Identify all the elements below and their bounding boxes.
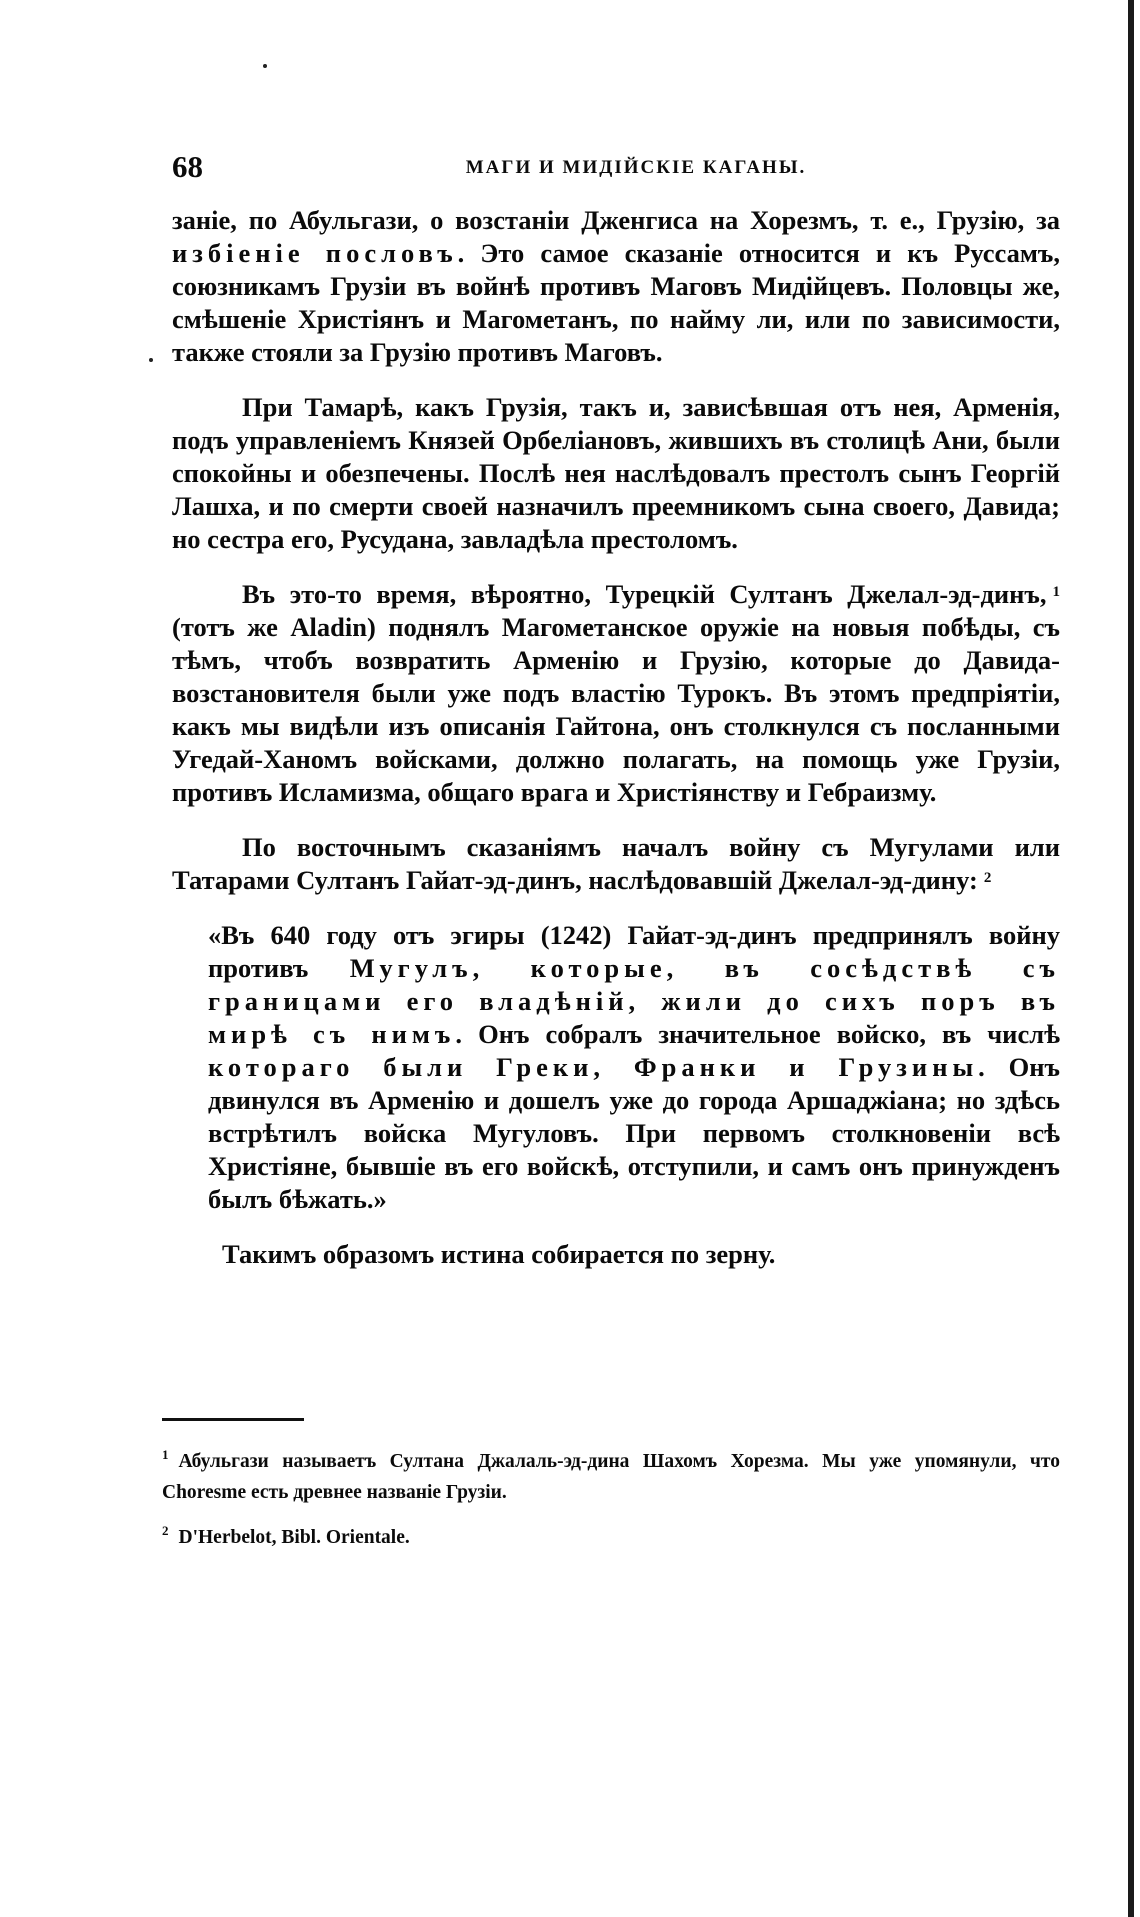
footnote-1-text: Абульгази называетъ Султана Джалаль-эд-дина Шахомъ Хорезма. Мы уже упомянули, что Choresme есть древнее названіе Грузіи. xyxy=(162,1451,1060,1503)
footnote-ref-2[interactable]: 2 xyxy=(983,870,992,886)
scan-speck xyxy=(149,358,153,362)
page-number: 68 xyxy=(172,149,203,184)
scan-speck xyxy=(263,64,267,68)
quote-spaced-phrase-1: Мугулъ, которые, въ сосѣдствѣ съ границами его владѣній, жили до сихъ поръ въ мирѣ съ нимъ xyxy=(208,953,1060,1049)
footnote-1-mark: 1 xyxy=(162,1447,169,1462)
paragraph-3-part-a: Въ это-то время, вѣроятно, Турецкій Султанъ Джелал-эд-динъ, xyxy=(242,579,1047,609)
footnote-divider xyxy=(162,1418,304,1421)
page-header xyxy=(172,150,1060,184)
quote-spaced-phrase-2: котораго были Греки, Франки и Грузины xyxy=(208,1052,979,1082)
page-edge-rule xyxy=(1128,0,1134,1917)
footnotes xyxy=(162,1446,1060,1553)
quote-part-a: «Въ 640 году отъ эгиры (1242) Гайат-эд-динъ предпринялъ войну противъ xyxy=(208,920,1060,983)
paragraph-3 xyxy=(172,578,1060,809)
footnote-2-mark: 2 xyxy=(162,1523,169,1538)
closing-line: Такимъ образомъ истина собирается по зерну. xyxy=(222,1239,776,1269)
paragraph-2: При Тамарѣ, какъ Грузія, такъ и, зависѣвшая отъ нея, Арменія, подъ управленіемъ Князей Орбеліановъ, жившихъ въ столицѣ Ани, были спокойны и обезпечены. Послѣ нея наслѣдовалъ престолъ сынъ Георгій Лашха, и по смерти своей назначилъ преемникомъ сына своего, Давида; но сестра его, Русудана, завладѣла престоломъ. xyxy=(172,392,1060,554)
paragraph-4 xyxy=(172,831,1060,897)
quote-part-e: . Онъ двинулся въ Арменію и дошелъ уже до города Аршаджіана; но здѣсь встрѣтилъ войска Мугуловъ. При первомъ столкновеніи всѣ Христіяне, бывшіе въ его войскѣ, отступили, и самъ онъ принужденъ былъ бѣжать.» xyxy=(208,1052,1060,1214)
footnote-2 xyxy=(162,1522,1060,1553)
paragraph-3-part-b: (тотъ же Aladin) поднялъ Магометанское оружіе на новыя побѣды, съ тѣмъ, чтобъ возвратить Арменію и Грузію, которые до Давида-возстановителя были уже подъ властію Турокъ. Въ этомъ предпріятіи, какъ мы видѣли изъ описанія Гайтона, онъ столкнулся съ посланными Угедай-Ханомъ войсками, должно полагать, на помощь уже Грузіи, противъ Исламизма, общаго врага и Христіянству и Гебраизму. xyxy=(172,612,1060,807)
paragraph-1 xyxy=(172,204,1060,369)
quote-part-c: . Онъ собралъ значительное войско, въ числѣ xyxy=(455,1019,1060,1049)
paragraph-1-part-a: заніе, по Абульгази, о возстаніи Дженгиса на Хорезмъ, т. е., Грузію, за xyxy=(172,205,1060,235)
paragraph-4-text: По восточнымъ сказаніямъ началъ войну съ Мугулами или Татарами Султанъ Гайат-эд-динъ, наслѣдовавшій Джелал-эд-дину: xyxy=(172,832,1060,895)
footnote-ref-1[interactable]: 1 xyxy=(1052,584,1060,600)
block-quote xyxy=(208,919,1060,1216)
footnote-2-text: D'Herbelot, Bibl. Orientale. xyxy=(178,1527,410,1548)
paragraph-1-part-c: . Это самое сказаніе относится и къ Руссамъ, союзникамъ Грузіи въ войнѣ противъ Маговъ Мидійцевъ. Половцы же, смѣшеніе Христіянъ и Магометанъ, по найму ли, или по зависимости, также стояли за Грузію противъ Маговъ. xyxy=(172,238,1060,367)
running-title: МАГИ И МИДІЙСКІЕ КАГАНЫ. xyxy=(465,157,807,178)
body-text xyxy=(172,204,1060,1271)
paragraph-1-spaced-phrase: избіеніе пословъ xyxy=(172,238,458,268)
footnote-1 xyxy=(162,1446,1060,1508)
